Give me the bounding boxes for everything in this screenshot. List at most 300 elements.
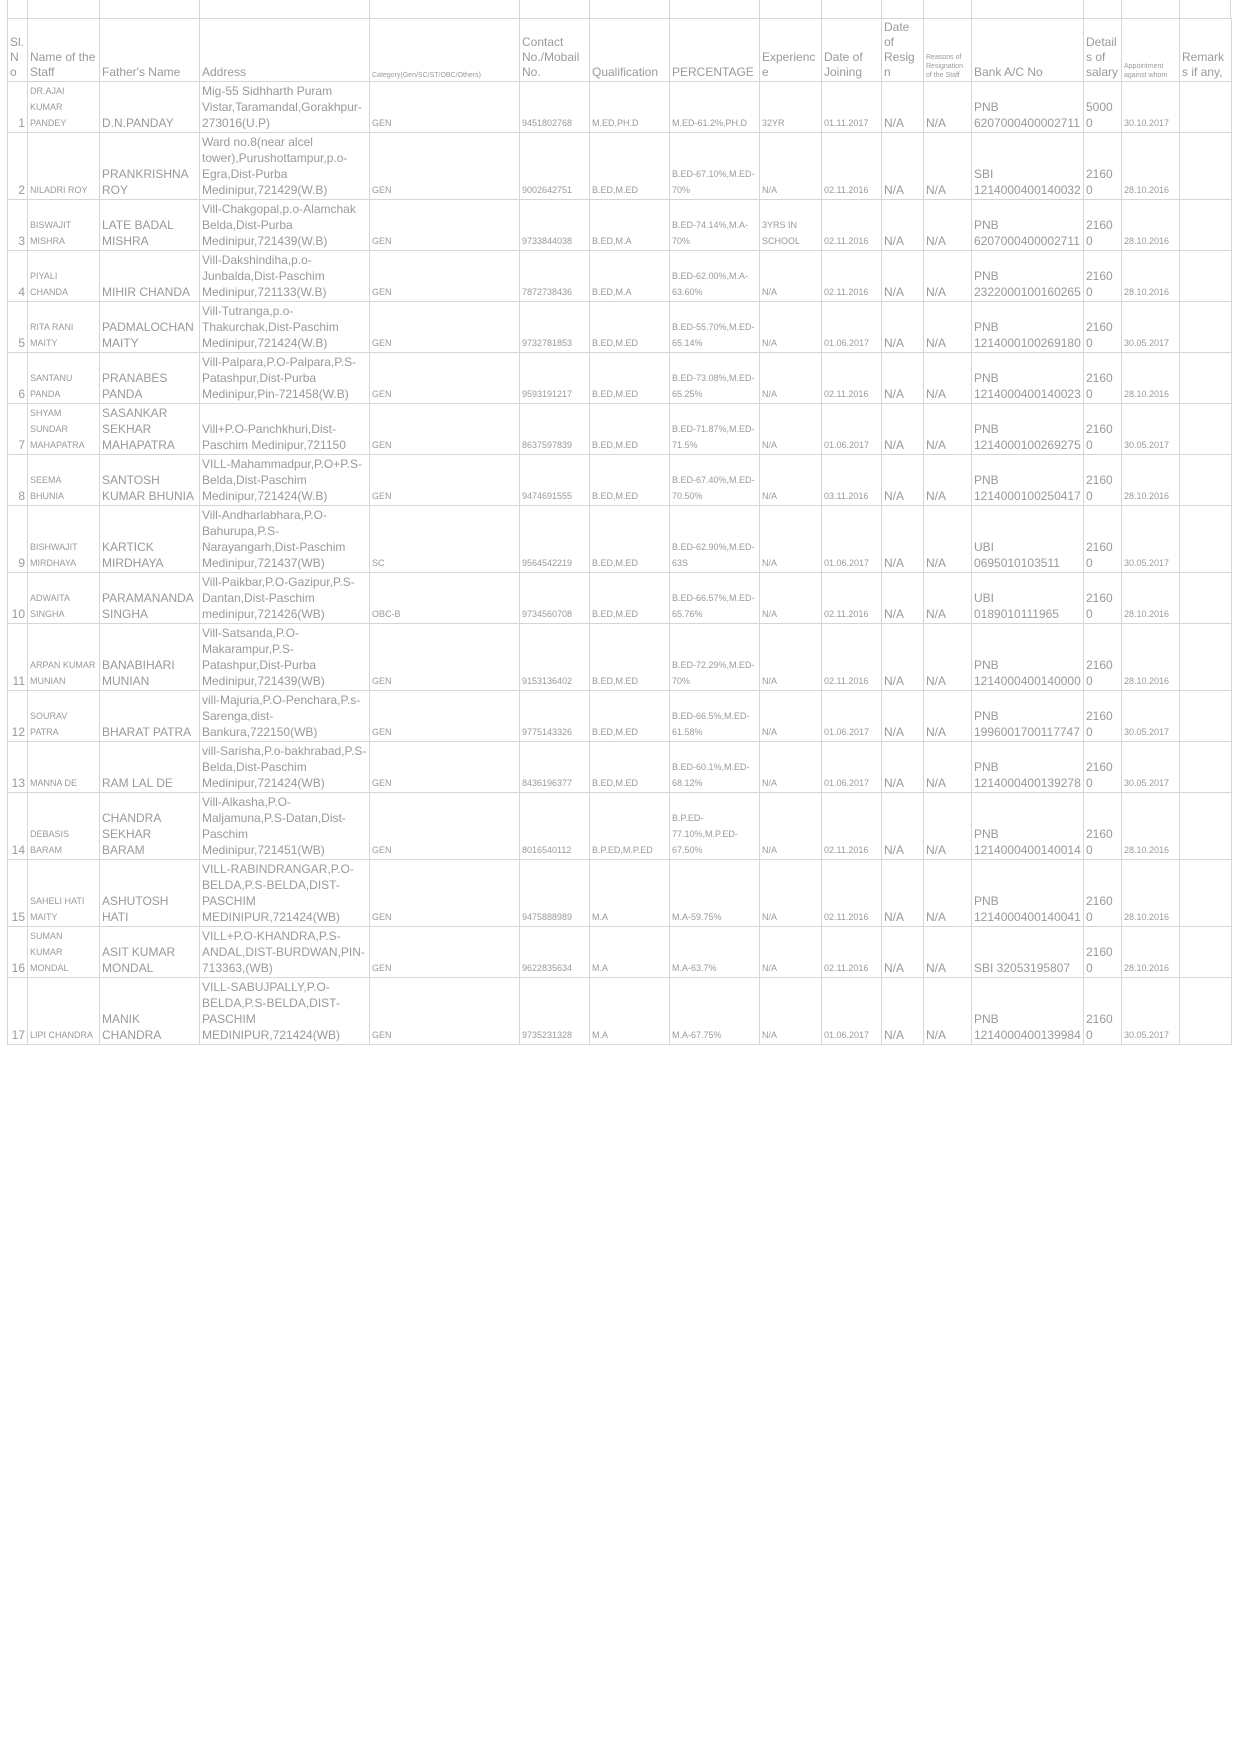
remarks-cell — [1180, 742, 1232, 793]
appointment-cell: 30.05.2017 — [1122, 978, 1180, 1045]
category-cell: GEN — [370, 624, 520, 691]
resign-date-cell: N/A — [882, 82, 924, 133]
percentage-cell: M.ED-61.2%,PH.D — [670, 82, 760, 133]
percentage-cell: M.A-59.75% — [670, 860, 760, 927]
qualification-cell: B.ED,M.A — [590, 200, 670, 251]
header-joining: Date of Joining — [822, 19, 882, 82]
father-name-cell: BANABIHARI MUNIAN — [100, 624, 200, 691]
address-cell: Mig-55 Sidhharth Puram Vistar,Taramandal,Gorakhpur-273016(U.P) — [200, 82, 370, 133]
header-resign: Date of Resign — [882, 19, 924, 82]
table-row — [8, 455, 1232, 506]
percentage-cell: B.ED-66.57%,M.ED-65.76% — [670, 573, 760, 624]
reason-cell: N/A — [924, 573, 972, 624]
address-cell: vill-Majuria,P.O-Penchara,P.s-Sarenga,dist-Bankura,722150(WB) — [200, 691, 370, 742]
category-cell: GEN — [370, 200, 520, 251]
resign-date-cell: N/A — [882, 506, 924, 573]
reason-cell: N/A — [924, 82, 972, 133]
salary-cell: 50000 — [1084, 82, 1122, 133]
remarks-cell — [1180, 624, 1232, 691]
joining-date-cell: 01.06.2017 — [822, 978, 882, 1045]
contact-cell: 9002642751 — [520, 133, 590, 200]
resign-date-cell: N/A — [882, 404, 924, 455]
sl-cell: 16 — [8, 927, 28, 978]
father-name-cell: MIHIR CHANDA — [100, 251, 200, 302]
qualification-cell: B.ED,M.ED — [590, 573, 670, 624]
father-name-cell: PADMALOCHAN MAITY — [100, 302, 200, 353]
table-row — [8, 691, 1232, 742]
qualification-cell: B.ED,M.ED — [590, 404, 670, 455]
percentage-cell: B.ED-73.08%,M.ED-65.25% — [670, 353, 760, 404]
experience-cell: N/A — [760, 691, 822, 742]
category-cell: GEN — [370, 455, 520, 506]
sl-cell: 1 — [8, 82, 28, 133]
joining-date-cell: 01.06.2017 — [822, 691, 882, 742]
bank-account-cell: PNB 1214000400140014 — [972, 793, 1084, 860]
category-cell: GEN — [370, 353, 520, 404]
staff-name-cell: LIPI CHANDRA — [28, 978, 100, 1045]
sl-cell: 15 — [8, 860, 28, 927]
experience-cell: N/A — [760, 793, 822, 860]
percentage-cell: B.ED-62.00%,M.A-63.60% — [670, 251, 760, 302]
staff-name-cell: BISHWAJIT MIRDHAYA — [28, 506, 100, 573]
appointment-cell: 28.10.2016 — [1122, 353, 1180, 404]
category-cell: GEN — [370, 742, 520, 793]
joining-date-cell: 01.06.2017 — [822, 506, 882, 573]
appointment-cell: 28.10.2016 — [1122, 251, 1180, 302]
bank-account-cell: PNB 1996001700117747 — [972, 691, 1084, 742]
bank-account-cell: SBI 1214000400140032 — [972, 133, 1084, 200]
salary-cell: 21600 — [1084, 133, 1122, 200]
sl-cell: 9 — [8, 506, 28, 573]
sl-cell: 6 — [8, 353, 28, 404]
reason-cell: N/A — [924, 691, 972, 742]
bank-account-cell: PNB 1214000100269275 — [972, 404, 1084, 455]
table-row — [8, 404, 1232, 455]
contact-cell: 9732781853 — [520, 302, 590, 353]
address-cell: Vill-Tutranga,p.o-Thakurchak,Dist-Paschim Medinipur,721424(W.B) — [200, 302, 370, 353]
staff-name-cell: RITA RANI MAITY — [28, 302, 100, 353]
salary-cell: 21600 — [1084, 506, 1122, 573]
appointment-cell: 30.05.2017 — [1122, 404, 1180, 455]
address-cell: Ward no.8(near alcel tower),Purushottampur,p.o-Egra,Dist-Purba Medinipur,721429(W.B) — [200, 133, 370, 200]
joining-date-cell: 02.11.2016 — [822, 624, 882, 691]
salary-cell: 21600 — [1084, 353, 1122, 404]
table-row — [8, 302, 1232, 353]
remarks-cell — [1180, 860, 1232, 927]
category-cell: GEN — [370, 691, 520, 742]
appointment-cell: 28.10.2016 — [1122, 860, 1180, 927]
header-row — [8, 19, 1232, 82]
joining-date-cell: 02.11.2016 — [822, 573, 882, 624]
remarks-cell — [1180, 455, 1232, 506]
staff-name-cell: SANTANU PANDA — [28, 353, 100, 404]
appointment-cell: 30.05.2017 — [1122, 302, 1180, 353]
appointment-cell: 30.05.2017 — [1122, 691, 1180, 742]
staff-name-cell: ADWAITA SINGHA — [28, 573, 100, 624]
table-row — [8, 927, 1232, 978]
header-percentage: PERCENTAGE — [670, 19, 760, 82]
reason-cell: N/A — [924, 455, 972, 506]
contact-cell: 9593191217 — [520, 353, 590, 404]
salary-cell: 21600 — [1084, 624, 1122, 691]
resign-date-cell: N/A — [882, 927, 924, 978]
salary-cell: 21600 — [1084, 742, 1122, 793]
percentage-cell: B.ED-62.90%,M.ED-63S — [670, 506, 760, 573]
table-row — [8, 251, 1232, 302]
reason-cell: N/A — [924, 506, 972, 573]
salary-cell: 21600 — [1084, 200, 1122, 251]
staff-name-cell: MANNA DE — [28, 742, 100, 793]
joining-date-cell: 02.11.2016 — [822, 353, 882, 404]
qualification-cell: B.ED,M.ED — [590, 302, 670, 353]
staff-name-cell: DR.AJAI KUMAR PANDEY — [28, 82, 100, 133]
remarks-cell — [1180, 404, 1232, 455]
father-name-cell: SANTOSH KUMAR BHUNIA — [100, 455, 200, 506]
staff-name-cell: SUMAN KUMAR MONDAL — [28, 927, 100, 978]
remarks-cell — [1180, 978, 1232, 1045]
address-cell: vill-Sarisha,P.o-bakhrabad,P.S-Belda,Dist-Paschim Medinipur,721424(WB) — [200, 742, 370, 793]
address-cell: VILL-RABINDRANGAR,P.O-BELDA,P.S-BELDA,DIST-PASCHIM MEDINIPUR,721424(WB) — [200, 860, 370, 927]
salary-cell: 21600 — [1084, 927, 1122, 978]
experience-cell: N/A — [760, 133, 822, 200]
contact-cell: 9474691555 — [520, 455, 590, 506]
staff-name-cell: DEBASIS BARAM — [28, 793, 100, 860]
qualification-cell: B.ED,M.ED — [590, 624, 670, 691]
contact-cell: 9775143326 — [520, 691, 590, 742]
remarks-cell — [1180, 302, 1232, 353]
address-cell: Vill-Paikbar,P.O-Gazipur,P.S-Dantan,Dist-Paschim medinipur,721426(WB) — [200, 573, 370, 624]
bank-account-cell: PNB 1214000400139984 — [972, 978, 1084, 1045]
appointment-cell: 30.05.2017 — [1122, 742, 1180, 793]
percentage-cell: B.P.ED-77.10%,M.P.ED-67.50% — [670, 793, 760, 860]
address-cell: Vill+P.O-Panchkhuri,Dist-Paschim Medinipur,721150 — [200, 404, 370, 455]
bank-account-cell: PNB 6207000400002711 — [972, 82, 1084, 133]
remarks-cell — [1180, 82, 1232, 133]
reason-cell: N/A — [924, 353, 972, 404]
contact-cell: 9475888989 — [520, 860, 590, 927]
experience-cell: N/A — [760, 506, 822, 573]
sl-cell: 8 — [8, 455, 28, 506]
father-name-cell: ASIT KUMAR MONDAL — [100, 927, 200, 978]
category-cell: GEN — [370, 251, 520, 302]
resign-date-cell: N/A — [882, 624, 924, 691]
qualification-cell: B.ED,M.ED — [590, 742, 670, 793]
experience-cell: N/A — [760, 978, 822, 1045]
remarks-cell — [1180, 793, 1232, 860]
joining-date-cell: 01.11.2017 — [822, 82, 882, 133]
category-cell: GEN — [370, 133, 520, 200]
header-experience: Experience — [760, 19, 822, 82]
sl-cell: 5 — [8, 302, 28, 353]
experience-cell: N/A — [760, 302, 822, 353]
percentage-cell: B.ED-67.10%,M.ED-70% — [670, 133, 760, 200]
resign-date-cell: N/A — [882, 742, 924, 793]
qualification-cell: B.P.ED,M.P.ED — [590, 793, 670, 860]
reason-cell: N/A — [924, 133, 972, 200]
experience-cell: N/A — [760, 624, 822, 691]
father-name-cell: PRANABES PANDA — [100, 353, 200, 404]
sl-cell: 7 — [8, 404, 28, 455]
appointment-cell: 28.10.2016 — [1122, 455, 1180, 506]
remarks-cell — [1180, 573, 1232, 624]
contact-cell: 9734560708 — [520, 573, 590, 624]
remarks-cell — [1180, 691, 1232, 742]
category-cell: GEN — [370, 978, 520, 1045]
qualification-cell: M.ED,PH.D — [590, 82, 670, 133]
reason-cell: N/A — [924, 793, 972, 860]
salary-cell: 21600 — [1084, 455, 1122, 506]
staff-name-cell: SEEMA BHUNIA — [28, 455, 100, 506]
contact-cell: 9451802768 — [520, 82, 590, 133]
bank-account-cell: PNB 1214000400140023 — [972, 353, 1084, 404]
sl-cell: 12 — [8, 691, 28, 742]
qualification-cell: B.ED,M.ED — [590, 691, 670, 742]
father-name-cell: CHANDRA SEKHAR BARAM — [100, 793, 200, 860]
bank-account-cell: PNB 6207000400002711 — [972, 200, 1084, 251]
qualification-cell: M.A — [590, 978, 670, 1045]
staff-table — [7, 18, 1232, 1045]
bank-account-cell: PNB 1214000400140041 — [972, 860, 1084, 927]
contact-cell: 8637597839 — [520, 404, 590, 455]
contact-cell: 9733844038 — [520, 200, 590, 251]
qualification-cell: M.A — [590, 927, 670, 978]
experience-cell: 32YR — [760, 82, 822, 133]
father-name-cell: PARAMANANDA SINGHA — [100, 573, 200, 624]
experience-cell: N/A — [760, 404, 822, 455]
qualification-cell: B.ED,M.A — [590, 251, 670, 302]
address-cell: Vill-Satsanda,P.O-Makarampur,P.S-Patashpur,Dist-Purba Medinipur,721439(WB) — [200, 624, 370, 691]
header-address: Address — [200, 19, 370, 82]
remarks-cell — [1180, 506, 1232, 573]
staff-name-cell: SHYAM SUNDAR MAHAPATRA — [28, 404, 100, 455]
header-contact: Contact No./Mobail No. — [520, 19, 590, 82]
percentage-cell: B.ED-60.1%,M.ED-68.12% — [670, 742, 760, 793]
table-row — [8, 573, 1232, 624]
salary-cell: 21600 — [1084, 302, 1122, 353]
qualification-cell: B.ED,M.ED — [590, 455, 670, 506]
category-cell: GEN — [370, 302, 520, 353]
bank-account-cell: SBI 32053195807 — [972, 927, 1084, 978]
bank-account-cell: UBI 0695010103511 — [972, 506, 1084, 573]
table-row — [8, 133, 1232, 200]
father-name-cell: MANIK CHANDRA — [100, 978, 200, 1045]
sl-cell: 4 — [8, 251, 28, 302]
table-row — [8, 742, 1232, 793]
category-cell: OBC-B — [370, 573, 520, 624]
resign-date-cell: N/A — [882, 200, 924, 251]
sl-cell: 11 — [8, 624, 28, 691]
resign-date-cell: N/A — [882, 573, 924, 624]
staff-name-cell: BISWAJIT MISHRA — [28, 200, 100, 251]
contact-cell: 7872738436 — [520, 251, 590, 302]
father-name-cell: ASHUTOSH HATI — [100, 860, 200, 927]
father-name-cell: RAM LAL DE — [100, 742, 200, 793]
address-cell: Vill-Palpara,P.O-Palpara,P.S-Patashpur,Dist-Purba Medinipur,Pin-721458(W.B) — [200, 353, 370, 404]
salary-cell: 21600 — [1084, 251, 1122, 302]
appointment-cell: 28.10.2016 — [1122, 624, 1180, 691]
joining-date-cell: 01.06.2017 — [822, 302, 882, 353]
contact-cell: 9735231328 — [520, 978, 590, 1045]
staff-name-cell: ARPAN KUMAR MUNIAN — [28, 624, 100, 691]
address-cell: VILL+P.O-KHANDRA,P.S-ANDAL,DIST-BURDWAN,PIN-713363,(WB) — [200, 927, 370, 978]
father-name-cell: SASANKAR SEKHAR MAHAPATRA — [100, 404, 200, 455]
resign-date-cell: N/A — [882, 860, 924, 927]
experience-cell: N/A — [760, 455, 822, 506]
father-name-cell: PRANKRISHNA ROY — [100, 133, 200, 200]
reason-cell: N/A — [924, 200, 972, 251]
appointment-cell: 28.10.2016 — [1122, 573, 1180, 624]
table-row — [8, 793, 1232, 860]
percentage-cell: M.A-67.75% — [670, 978, 760, 1045]
table-row — [8, 200, 1232, 251]
header-reasons: Reasons of Resignation of the Staff — [924, 19, 972, 82]
joining-date-cell: 01.06.2017 — [822, 742, 882, 793]
category-cell: GEN — [370, 860, 520, 927]
contact-cell: 9622835634 — [520, 927, 590, 978]
bank-account-cell: UBI 0189010111965 — [972, 573, 1084, 624]
experience-cell: N/A — [760, 742, 822, 793]
header-name: Name of the Staff — [28, 19, 100, 82]
experience-cell: N/A — [760, 927, 822, 978]
sl-cell: 2 — [8, 133, 28, 200]
percentage-cell: B.ED-72.29%,M.ED-70% — [670, 624, 760, 691]
bank-account-cell: PNB 1214000400139278 — [972, 742, 1084, 793]
remarks-cell — [1180, 200, 1232, 251]
reason-cell: N/A — [924, 742, 972, 793]
salary-cell: 21600 — [1084, 573, 1122, 624]
staff-name-cell: NILADRI ROY — [28, 133, 100, 200]
contact-cell: 8436196377 — [520, 742, 590, 793]
resign-date-cell: N/A — [882, 978, 924, 1045]
category-cell: SC — [370, 506, 520, 573]
remarks-cell — [1180, 133, 1232, 200]
table-row — [8, 978, 1232, 1045]
percentage-cell: B.ED-66.5%,M.ED-61.58% — [670, 691, 760, 742]
address-cell: Vill-Dakshindiha,p.o-Junbalda,Dist-Paschim Medinipur,721133(W.B) — [200, 251, 370, 302]
resign-date-cell: N/A — [882, 133, 924, 200]
header-remarks: Remarks if any, — [1180, 19, 1232, 82]
appointment-cell: 30.10.2017 — [1122, 82, 1180, 133]
joining-date-cell: 02.11.2016 — [822, 251, 882, 302]
reason-cell: N/A — [924, 624, 972, 691]
salary-cell: 21600 — [1084, 793, 1122, 860]
appointment-cell: 30.05.2017 — [1122, 506, 1180, 573]
table-row — [8, 624, 1232, 691]
staff-name-cell: SOURAV PATRA — [28, 691, 100, 742]
address-cell: Vill-Chakgopal,p.o-Alamchak Belda,Dist-Purba Medinipur,721439(W.B) — [200, 200, 370, 251]
remarks-cell — [1180, 251, 1232, 302]
reason-cell: N/A — [924, 978, 972, 1045]
remarks-cell — [1180, 353, 1232, 404]
header-qualification: Qualification — [590, 19, 670, 82]
appointment-cell: 28.10.2016 — [1122, 133, 1180, 200]
experience-cell: N/A — [760, 251, 822, 302]
category-cell: GEN — [370, 927, 520, 978]
address-cell: Vill-Alkasha,P.O-Maljamuna,P.S-Datan,Dist-Paschim Medinipur,721451(WB) — [200, 793, 370, 860]
reason-cell: N/A — [924, 251, 972, 302]
father-name-cell: D.N.PANDAY — [100, 82, 200, 133]
bank-account-cell: PNB 1214000100269180 — [972, 302, 1084, 353]
joining-date-cell: 02.11.2016 — [822, 860, 882, 927]
joining-date-cell: 02.11.2016 — [822, 927, 882, 978]
percentage-cell: B.ED-67.40%,M.ED-70.50% — [670, 455, 760, 506]
qualification-cell: B.ED,M.ED — [590, 353, 670, 404]
experience-cell: N/A — [760, 860, 822, 927]
reason-cell: N/A — [924, 302, 972, 353]
header-father: Father's Name — [100, 19, 200, 82]
sl-cell: 13 — [8, 742, 28, 793]
resign-date-cell: N/A — [882, 302, 924, 353]
appointment-cell: 28.10.2016 — [1122, 793, 1180, 860]
bank-account-cell: PNB 1214000400140000 — [972, 624, 1084, 691]
resign-date-cell: N/A — [882, 793, 924, 860]
sl-cell: 10 — [8, 573, 28, 624]
header-bank: Bank A/C No — [972, 19, 1084, 82]
joining-date-cell: 02.11.2016 — [822, 793, 882, 860]
reason-cell: N/A — [924, 404, 972, 455]
resign-date-cell: N/A — [882, 353, 924, 404]
table-row — [8, 506, 1232, 573]
experience-cell: N/A — [760, 353, 822, 404]
address-cell: VILL-Mahammadpur,P.O+P.S-Belda,Dist-Paschim Medinipur,721424(W.B) — [200, 455, 370, 506]
contact-cell: 9153136402 — [520, 624, 590, 691]
salary-cell: 21600 — [1084, 691, 1122, 742]
qualification-cell: B.ED,M.ED — [590, 506, 670, 573]
header-category: Category(Gen/SC/ST/OBC/Others) — [370, 19, 520, 82]
header-appointment: Appointment against whom — [1122, 19, 1180, 82]
appointment-cell: 28.10.2016 — [1122, 927, 1180, 978]
father-name-cell: LATE BADAL MISHRA — [100, 200, 200, 251]
father-name-cell: BHARAT PATRA — [100, 691, 200, 742]
percentage-cell: B.ED-55.70%,M.ED-65.14% — [670, 302, 760, 353]
top-strip — [7, 0, 1231, 18]
appointment-cell: 28.10.2016 — [1122, 200, 1180, 251]
joining-date-cell: 01.06.2017 — [822, 404, 882, 455]
table-row — [8, 82, 1232, 133]
father-name-cell: KARTICK MIRDHAYA — [100, 506, 200, 573]
joining-date-cell: 03.11.2016 — [822, 455, 882, 506]
contact-cell: 8016540112 — [520, 793, 590, 860]
reason-cell: N/A — [924, 927, 972, 978]
salary-cell: 21600 — [1084, 860, 1122, 927]
category-cell: GEN — [370, 793, 520, 860]
sl-cell: 14 — [8, 793, 28, 860]
percentage-cell: B.ED-71.87%,M.ED-71.5% — [670, 404, 760, 455]
table-row — [8, 353, 1232, 404]
percentage-cell: M.A-63.7% — [670, 927, 760, 978]
experience-cell: 3YRS IN SCHOOL — [760, 200, 822, 251]
sl-cell: 17 — [8, 978, 28, 1045]
resign-date-cell: N/A — [882, 691, 924, 742]
category-cell: GEN — [370, 404, 520, 455]
reason-cell: N/A — [924, 860, 972, 927]
address-cell: VILL-SABUJPALLY,P.O-BELDA,P.S-BELDA,DIST-PASCHIM MEDINIPUR,721424(WB) — [200, 978, 370, 1045]
bank-account-cell: PNB 1214000100250417 — [972, 455, 1084, 506]
qualification-cell: B.ED,M.ED — [590, 133, 670, 200]
joining-date-cell: 02.11.2016 — [822, 133, 882, 200]
resign-date-cell: N/A — [882, 455, 924, 506]
experience-cell: N/A — [760, 573, 822, 624]
remarks-cell — [1180, 927, 1232, 978]
resign-date-cell: N/A — [882, 251, 924, 302]
table-row — [8, 860, 1232, 927]
staff-name-cell: SAHELI HATI MAITY — [28, 860, 100, 927]
category-cell: GEN — [370, 82, 520, 133]
joining-date-cell: 02.11.2016 — [822, 200, 882, 251]
address-cell: Vill-Andharlabhara,P.O-Bahurupa,P.S-Narayangarh,Dist-Paschim Medinipur,721437(WB) — [200, 506, 370, 573]
sl-cell: 3 — [8, 200, 28, 251]
staff-name-cell: PIYALI CHANDA — [28, 251, 100, 302]
